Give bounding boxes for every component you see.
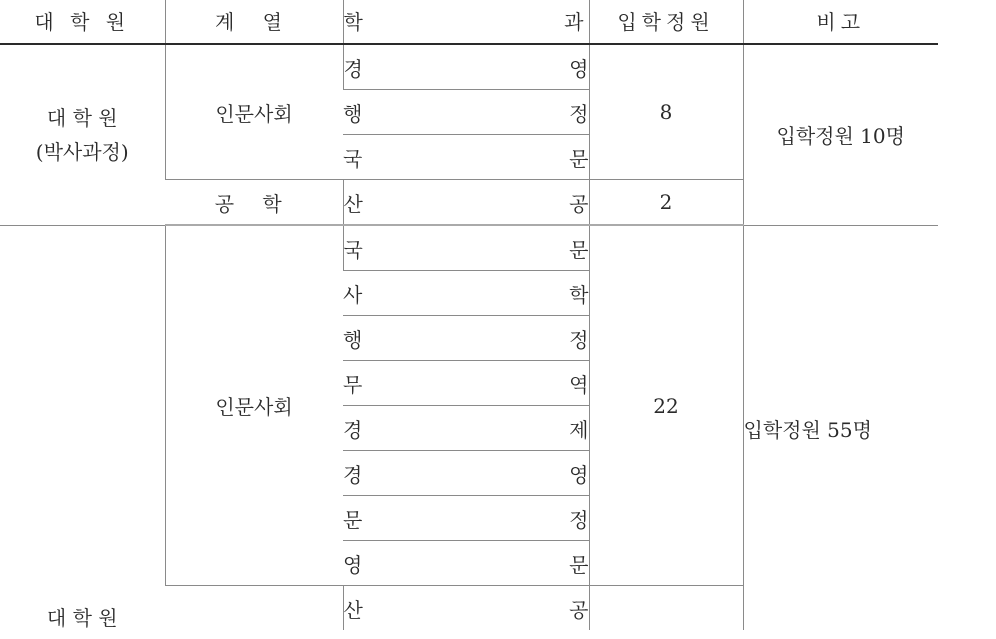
phd-grad-sub: (박사과정)	[35, 139, 129, 164]
phd-engineering-quota: 2	[589, 180, 743, 226]
dept-cell: 행 정	[343, 316, 589, 361]
dept-cell: 문 정	[343, 496, 589, 541]
phd-grad-cell	[0, 44, 165, 225]
header-remarks: 비고	[743, 0, 938, 44]
dept-cell: 사 학	[343, 271, 589, 316]
header-grad-school: 대 학 원	[0, 0, 165, 44]
phd-field-humanities: 인문사회	[165, 44, 343, 180]
dept-cell: 국 문	[343, 225, 589, 271]
dept-cell: 산 공	[343, 180, 589, 226]
masters-field-2	[165, 586, 343, 631]
masters-field2-quota	[589, 586, 743, 631]
header-department: 학 과	[343, 0, 589, 44]
dept-cell: 국 문	[343, 135, 589, 180]
masters-note: 입학정원 55명	[743, 225, 938, 630]
phd-field-engineering: 공 학	[165, 180, 343, 226]
phd-note: 입학정원 10명	[743, 44, 938, 225]
dept-cell: 산 공	[343, 586, 589, 631]
masters-grad-label: 대 학 원	[46, 606, 118, 630]
phd-grad-label: 대 학 원	[46, 105, 118, 130]
dept-cell: 영 문	[343, 541, 589, 586]
dept-cell: 경 영	[343, 44, 589, 90]
dept-cell: 경 영	[343, 451, 589, 496]
table-row	[0, 44, 938, 90]
dept-cell: 경 제	[343, 406, 589, 451]
header-quota: 입학정원	[589, 0, 743, 44]
header-field: 계 열	[165, 0, 343, 44]
dept-cell: 무 역	[343, 361, 589, 406]
masters-humanities-quota: 22	[589, 225, 743, 586]
masters-grad-cell	[0, 225, 165, 630]
masters-field-humanities: 인문사회	[165, 225, 343, 586]
dept-cell: 행 정	[343, 90, 589, 135]
table-header-row	[0, 0, 938, 44]
table-row	[0, 225, 938, 271]
phd-humanities-quota: 8	[589, 44, 743, 180]
